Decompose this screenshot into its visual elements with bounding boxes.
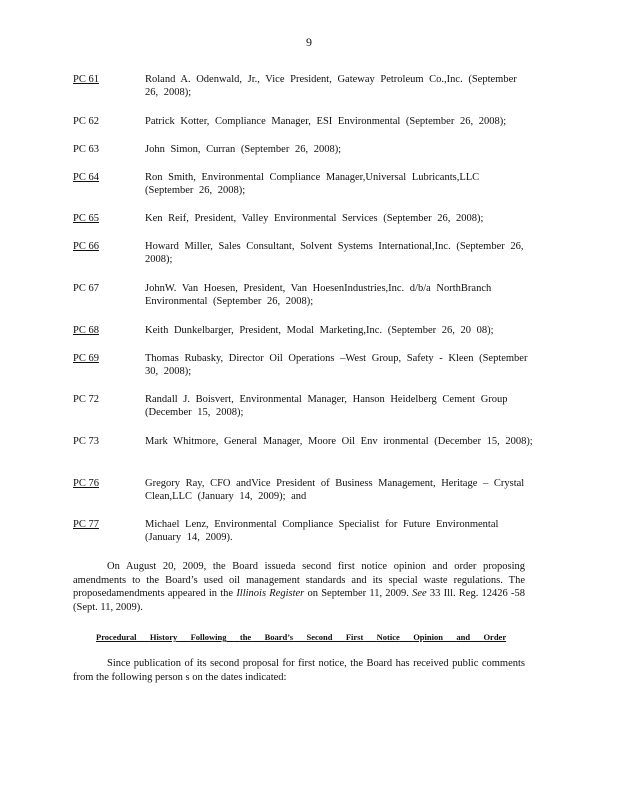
- comment-code: PC 67: [73, 283, 99, 294]
- paragraph-public-comments: [73, 657, 525, 684]
- heading-word: History: [149, 632, 178, 642]
- comment-code: PC 69: [73, 353, 99, 364]
- comment-text: Mark Whitmore, General Manager, Moore Oil Env ironmental (December 15, 2008);: [145, 436, 533, 447]
- paragraph-second-notice: [73, 560, 525, 614]
- comment-text: Howard Miller, Sales Consultant, Solvent Systems International,Inc. (September 26, 2008);: [145, 241, 524, 265]
- heading-word: Board’s: [264, 632, 294, 642]
- comment-code: PC 68: [73, 325, 99, 336]
- register-title: Illinois Register: [236, 588, 305, 599]
- comment-code: PC 76: [73, 478, 99, 489]
- comment-code: PC 72: [73, 394, 99, 405]
- section-heading: [96, 632, 506, 642]
- comment-text: John Simon, Curran (September 26, 2008);: [145, 144, 342, 155]
- paragraph-text: On August 20, 2009, the Board issueda second first notice opinion and order proposing amendments to the Board’s used oil management standards and its special waste regulations. The proposedamendments appeared in the: [73, 561, 525, 599]
- heading-word: Procedural: [96, 632, 137, 642]
- citation-text: 33 Ill. Reg. 12426 -58 (Sept. 11, 2009).: [73, 588, 526, 613]
- comment-text: Gregory Ray, CFO andVice President of Business Management, Heritage – Crystal Clean,LLC (January 14, 2009); and: [145, 478, 525, 502]
- comment-text: Patrick Kotter, Compliance Manager, ESI Environmental (September 26, 2008);: [145, 116, 507, 127]
- comment-code: PC 66: [73, 241, 99, 252]
- comment-text: Roland A. Odenwald, Jr., Vice President, Gateway Petroleum Co.,Inc. (September 26, 2008);: [145, 74, 517, 98]
- paragraph-text: on September 11, 2009.: [307, 588, 409, 599]
- comment-text: Michael Lenz, Environmental Compliance Specialist for Future Environmental (January 14, 2009).: [145, 519, 499, 543]
- comment-text: Ken Reif, President, Valley Environmental Services (September 26, 2008);: [145, 213, 484, 224]
- heading-word: Notice: [376, 632, 400, 642]
- comment-text: Keith Dunkelbarger, President, Modal Marketing,Inc. (September 26, 20 08);: [145, 325, 494, 336]
- page-number: 9: [306, 35, 312, 49]
- heading-word: and: [456, 632, 471, 642]
- heading-word: Opinion: [413, 632, 443, 642]
- comment-code: PC 77: [73, 519, 99, 530]
- comment-code: PC 61: [73, 74, 99, 85]
- comment-text: JohnW. Van Hoesen, President, Van HoesenIndustries,Inc. d/b/a NorthBranch Environmental (September 26, 2008);: [145, 283, 492, 307]
- comment-text: Randall J. Boisvert, Environmental Manager, Hanson Heidelberg Cement Group (December 15, 2008);: [145, 394, 508, 418]
- heading-word: Order: [483, 632, 507, 642]
- comment-code: PC 65: [73, 213, 99, 224]
- heading-word: First: [345, 632, 364, 642]
- comment-text: Ron Smith, Environmental Compliance Manager,Universal Lubricants,LLC (September 26, 2008);: [145, 172, 480, 196]
- comment-text: Thomas Rubasky, Director Oil Operations –West Group, Safety - Kleen (September 30, 2008);: [145, 353, 528, 377]
- heading-word: Second: [306, 632, 333, 642]
- see-signal: See: [412, 588, 427, 599]
- heading-word: the: [239, 632, 252, 642]
- comment-code: PC 63: [73, 144, 99, 155]
- comment-code: PC 73: [73, 436, 99, 447]
- paragraph-text: Since publication of its second proposal for first notice, the Board has received public comments from the following person s on the dates indicated:: [73, 658, 525, 683]
- comment-code: PC 62: [73, 116, 99, 127]
- comment-code: PC 64: [73, 172, 99, 183]
- heading-word: Following: [190, 632, 227, 642]
